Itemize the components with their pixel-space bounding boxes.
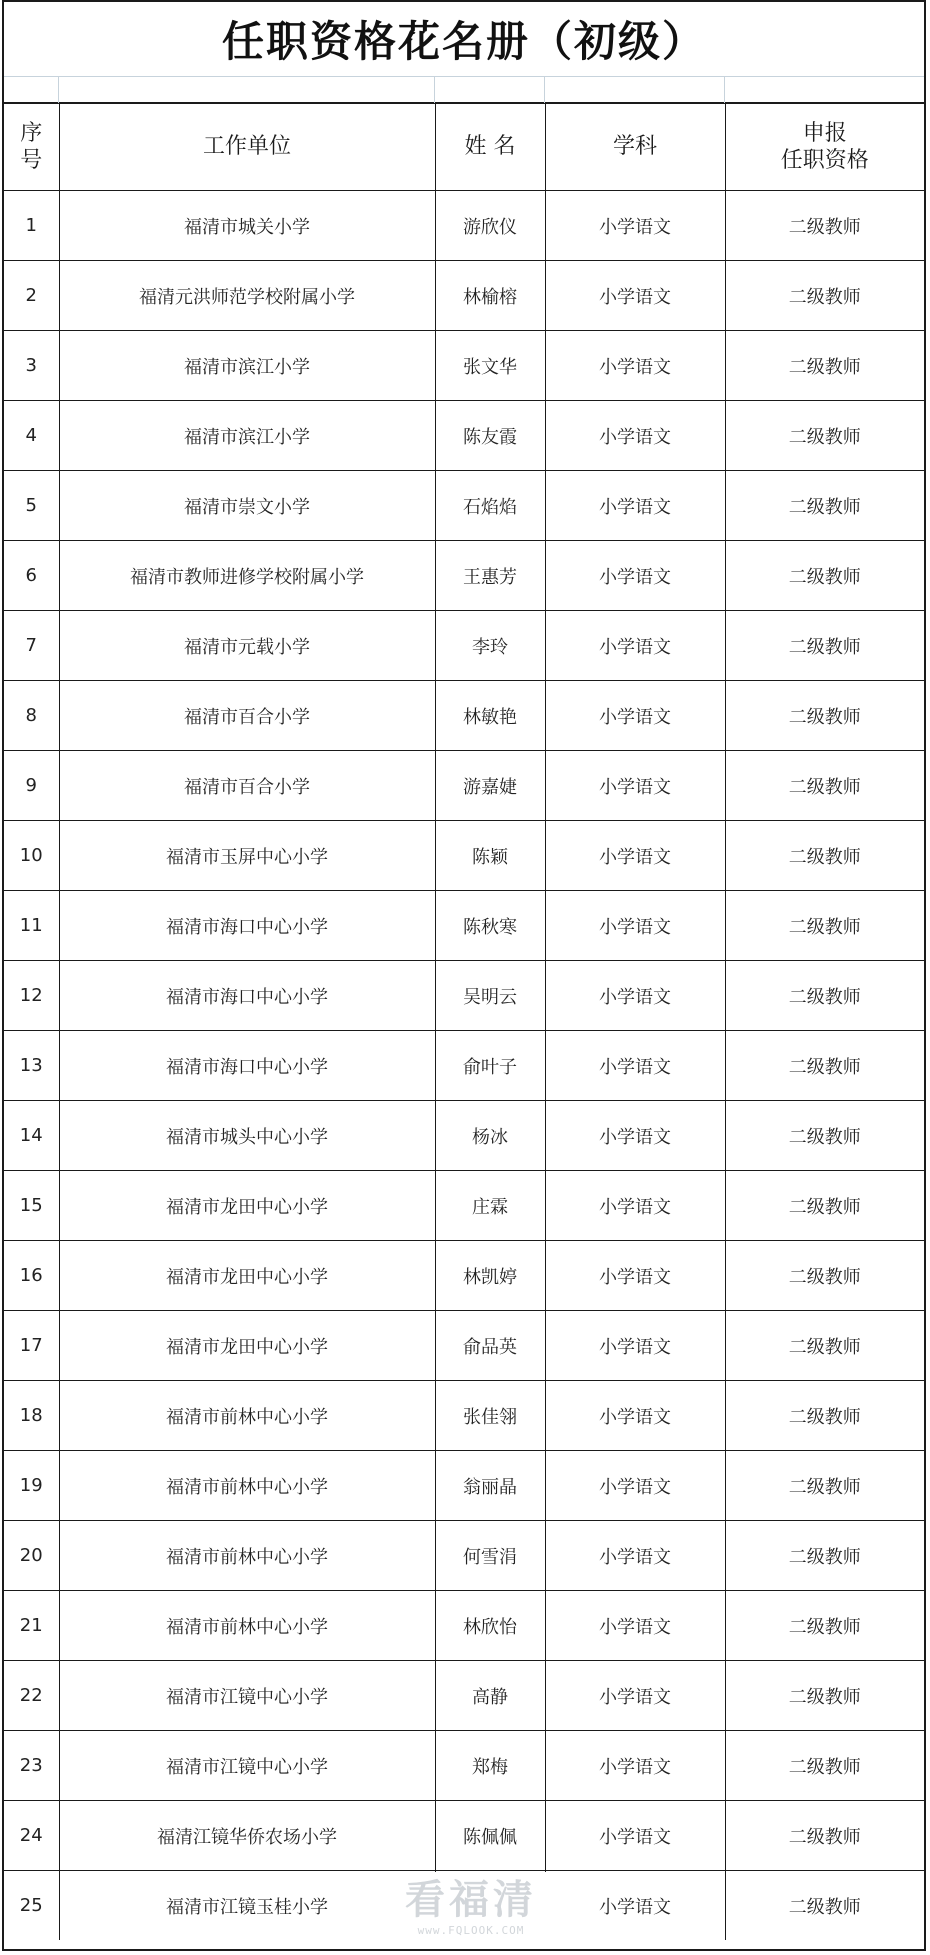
table-row — [4, 1101, 924, 1171]
cell-name: 高静 — [435, 1661, 545, 1731]
cell-index: 19 — [4, 1451, 59, 1521]
cell-index: 12 — [4, 961, 59, 1031]
cell-index: 17 — [4, 1311, 59, 1381]
table-row — [4, 1451, 924, 1521]
table-row — [4, 1591, 924, 1661]
cell-index: 4 — [4, 401, 59, 471]
cell-unit: 福清市城关小学 — [59, 191, 435, 261]
table-row — [4, 821, 924, 891]
spacer-cell — [4, 77, 59, 103]
cell-subject: 小学语文 — [545, 611, 725, 681]
cell-name: 石焰焰 — [435, 471, 545, 541]
cell-subject: 小学语文 — [545, 401, 725, 471]
cell-index: 25 — [4, 1871, 59, 1941]
cell-name: 林敏艳 — [435, 681, 545, 751]
cell-unit: 福清元洪师范学校附属小学 — [59, 261, 435, 331]
cell-qualification: 二级教师 — [725, 1731, 924, 1801]
cell-unit: 福清市龙田中心小学 — [59, 1241, 435, 1311]
cell-unit: 福清市龙田中心小学 — [59, 1311, 435, 1381]
header-qualification-label: 申报 任职资格 — [780, 120, 869, 173]
cell-name: 陈秋寒 — [435, 891, 545, 961]
cell-name: 俞品英 — [435, 1311, 545, 1381]
cell-subject: 小学语文 — [545, 1871, 725, 1941]
cell-subject: 小学语文 — [545, 1591, 725, 1661]
cell-qualification: 二级教师 — [725, 191, 924, 261]
cell-subject: 小学语文 — [545, 1731, 725, 1801]
cell-subject: 小学语文 — [545, 541, 725, 611]
cell-index: 14 — [4, 1101, 59, 1171]
header-subject-label: 学科 — [612, 134, 657, 160]
cell-index: 6 — [4, 541, 59, 611]
table-row — [4, 331, 924, 401]
spacer-cell — [435, 77, 545, 103]
cell-qualification: 二级教师 — [725, 261, 924, 331]
cell-subject: 小学语文 — [545, 1661, 725, 1731]
spacer-cell — [545, 77, 725, 103]
table-row — [4, 1381, 924, 1451]
cell-subject: 小学语文 — [545, 961, 725, 1031]
cell-unit: 福清江镜华侨农场小学 — [59, 1801, 435, 1871]
cell-unit: 福清市前林中心小学 — [59, 1451, 435, 1521]
roster-sheet — [2, 0, 926, 1951]
cell-name: 张文华 — [435, 331, 545, 401]
table-row — [4, 1521, 924, 1591]
table-row — [4, 1241, 924, 1311]
cell-index: 18 — [4, 1381, 59, 1451]
roster-body — [4, 191, 924, 1941]
cell-subject: 小学语文 — [545, 1171, 725, 1241]
cell-name: 陈颖 — [435, 821, 545, 891]
cell-qualification: 二级教师 — [725, 751, 924, 821]
cell-name: 吴明云 — [435, 961, 545, 1031]
cell-subject: 小学语文 — [545, 751, 725, 821]
cell-name: 林凯婷 — [435, 1241, 545, 1311]
cell-name: 游嘉婕 — [435, 751, 545, 821]
header-name — [435, 104, 545, 191]
cell-qualification: 二级教师 — [725, 401, 924, 471]
cell-index: 11 — [4, 891, 59, 961]
cell-unit: 福清市玉屏中心小学 — [59, 821, 435, 891]
cell-unit: 福清市城头中心小学 — [59, 1101, 435, 1171]
cell-index: 5 — [4, 471, 59, 541]
table-row — [4, 961, 924, 1031]
cell-unit: 福清市百合小学 — [59, 751, 435, 821]
cell-subject: 小学语文 — [545, 1801, 725, 1871]
header-unit — [59, 104, 435, 191]
roster-table — [4, 104, 924, 1940]
cell-subject: 小学语文 — [545, 261, 725, 331]
watermark-main-text: 看福清 — [405, 1877, 537, 1923]
cell-name: 郑梅 — [435, 1731, 545, 1801]
table-row — [4, 891, 924, 961]
cell-qualification: 二级教师 — [725, 681, 924, 751]
cell-qualification: 二级教师 — [725, 331, 924, 401]
cell-subject: 小学语文 — [545, 891, 725, 961]
cell-subject: 小学语文 — [545, 1241, 725, 1311]
cell-name — [435, 1871, 545, 1941]
cell-name: 王惠芳 — [435, 541, 545, 611]
cell-subject: 小学语文 — [545, 1311, 725, 1381]
cell-qualification: 二级教师 — [725, 1801, 924, 1871]
cell-name: 林榆榕 — [435, 261, 545, 331]
table-row — [4, 1731, 924, 1801]
cell-unit: 福清市崇文小学 — [59, 471, 435, 541]
cell-unit: 福清市滨江小学 — [59, 331, 435, 401]
cell-subject: 小学语文 — [545, 471, 725, 541]
cell-name: 游欣仪 — [435, 191, 545, 261]
cell-index: 10 — [4, 821, 59, 891]
spacer-row — [4, 76, 924, 104]
cell-unit: 福清市海口中心小学 — [59, 1031, 435, 1101]
cell-index: 22 — [4, 1661, 59, 1731]
header-qualification — [725, 104, 924, 191]
cell-name: 翁丽晶 — [435, 1451, 545, 1521]
cell-qualification: 二级教师 — [725, 821, 924, 891]
table-row — [4, 1801, 924, 1871]
cell-unit: 福清市江镜中心小学 — [59, 1661, 435, 1731]
cell-index: 7 — [4, 611, 59, 681]
cell-qualification: 二级教师 — [725, 891, 924, 961]
cell-index: 8 — [4, 681, 59, 751]
cell-unit: 福清市滨江小学 — [59, 401, 435, 471]
cell-qualification: 二级教师 — [725, 1871, 924, 1941]
cell-qualification: 二级教师 — [725, 471, 924, 541]
table-row — [4, 261, 924, 331]
cell-name: 何雪涓 — [435, 1521, 545, 1591]
cell-name: 俞叶子 — [435, 1031, 545, 1101]
cell-qualification: 二级教师 — [725, 1661, 924, 1731]
cell-subject: 小学语文 — [545, 1451, 725, 1521]
cell-subject: 小学语文 — [545, 1381, 725, 1451]
cell-subject: 小学语文 — [545, 331, 725, 401]
cell-name: 庄霖 — [435, 1171, 545, 1241]
table-row — [4, 471, 924, 541]
cell-qualification: 二级教师 — [725, 1381, 924, 1451]
table-row — [4, 401, 924, 471]
cell-unit: 福清市前林中心小学 — [59, 1521, 435, 1591]
header-index — [4, 104, 59, 191]
header-unit-label: 工作单位 — [202, 134, 291, 160]
cell-subject: 小学语文 — [545, 191, 725, 261]
watermark-url-text: www.FQLOOK.COM — [417, 1924, 525, 1937]
spacer-cell — [59, 77, 435, 103]
cell-subject: 小学语文 — [545, 1521, 725, 1591]
cell-name: 杨冰 — [435, 1101, 545, 1171]
table-row — [4, 681, 924, 751]
table-row — [4, 611, 924, 681]
document-title: 任职资格花名册（初级） — [221, 17, 706, 66]
table-row — [4, 1311, 924, 1381]
header-row — [4, 104, 924, 191]
cell-qualification: 二级教师 — [725, 1101, 924, 1171]
header-subject — [545, 104, 725, 191]
cell-index: 15 — [4, 1171, 59, 1241]
cell-unit: 福清市百合小学 — [59, 681, 435, 751]
table-row — [4, 751, 924, 821]
cell-qualification: 二级教师 — [725, 1521, 924, 1591]
cell-unit: 福清市教师进修学校附属小学 — [59, 541, 435, 611]
cell-name: 陈友霞 — [435, 401, 545, 471]
header-index-label: 序 号 — [20, 120, 43, 173]
cell-subject: 小学语文 — [545, 1101, 725, 1171]
table-row — [4, 541, 924, 611]
cell-index: 20 — [4, 1521, 59, 1591]
header-name-label: 姓 名 — [464, 134, 516, 160]
cell-qualification: 二级教师 — [725, 541, 924, 611]
cell-index: 3 — [4, 331, 59, 401]
cell-index: 23 — [4, 1731, 59, 1801]
cell-index: 24 — [4, 1801, 59, 1871]
cell-qualification: 二级教师 — [725, 1591, 924, 1661]
cell-name: 陈佩佩 — [435, 1801, 545, 1871]
cell-subject: 小学语文 — [545, 681, 725, 751]
cell-unit: 福清市江镜中心小学 — [59, 1731, 435, 1801]
table-row — [4, 1661, 924, 1731]
cell-unit: 福清市前林中心小学 — [59, 1381, 435, 1451]
cell-qualification: 二级教师 — [725, 1031, 924, 1101]
cell-unit: 福清市海口中心小学 — [59, 961, 435, 1031]
cell-index: 9 — [4, 751, 59, 821]
cell-unit: 福清市江镜玉桂小学 — [59, 1871, 435, 1941]
table-row — [4, 1171, 924, 1241]
cell-qualification: 二级教师 — [725, 1241, 924, 1311]
cell-subject: 小学语文 — [545, 821, 725, 891]
table-row — [4, 1871, 924, 1941]
cell-unit: 福清市海口中心小学 — [59, 891, 435, 961]
cell-unit: 福清市龙田中心小学 — [59, 1171, 435, 1241]
cell-qualification: 二级教师 — [725, 961, 924, 1031]
cell-qualification: 二级教师 — [725, 1311, 924, 1381]
cell-index: 2 — [4, 261, 59, 331]
cell-qualification: 二级教师 — [725, 1171, 924, 1241]
cell-unit: 福清市前林中心小学 — [59, 1591, 435, 1661]
table-row — [4, 1031, 924, 1101]
cell-qualification: 二级教师 — [725, 1451, 924, 1521]
cell-qualification: 二级教师 — [725, 611, 924, 681]
cell-name: 张佳翎 — [435, 1381, 545, 1451]
cell-index: 1 — [4, 191, 59, 261]
cell-unit: 福清市元载小学 — [59, 611, 435, 681]
cell-name: 林欣怡 — [435, 1591, 545, 1661]
cell-subject: 小学语文 — [545, 1031, 725, 1101]
table-row — [4, 191, 924, 261]
cell-index: 16 — [4, 1241, 59, 1311]
cell-index: 13 — [4, 1031, 59, 1101]
cell-index: 21 — [4, 1591, 59, 1661]
cell-name: 李玲 — [435, 611, 545, 681]
